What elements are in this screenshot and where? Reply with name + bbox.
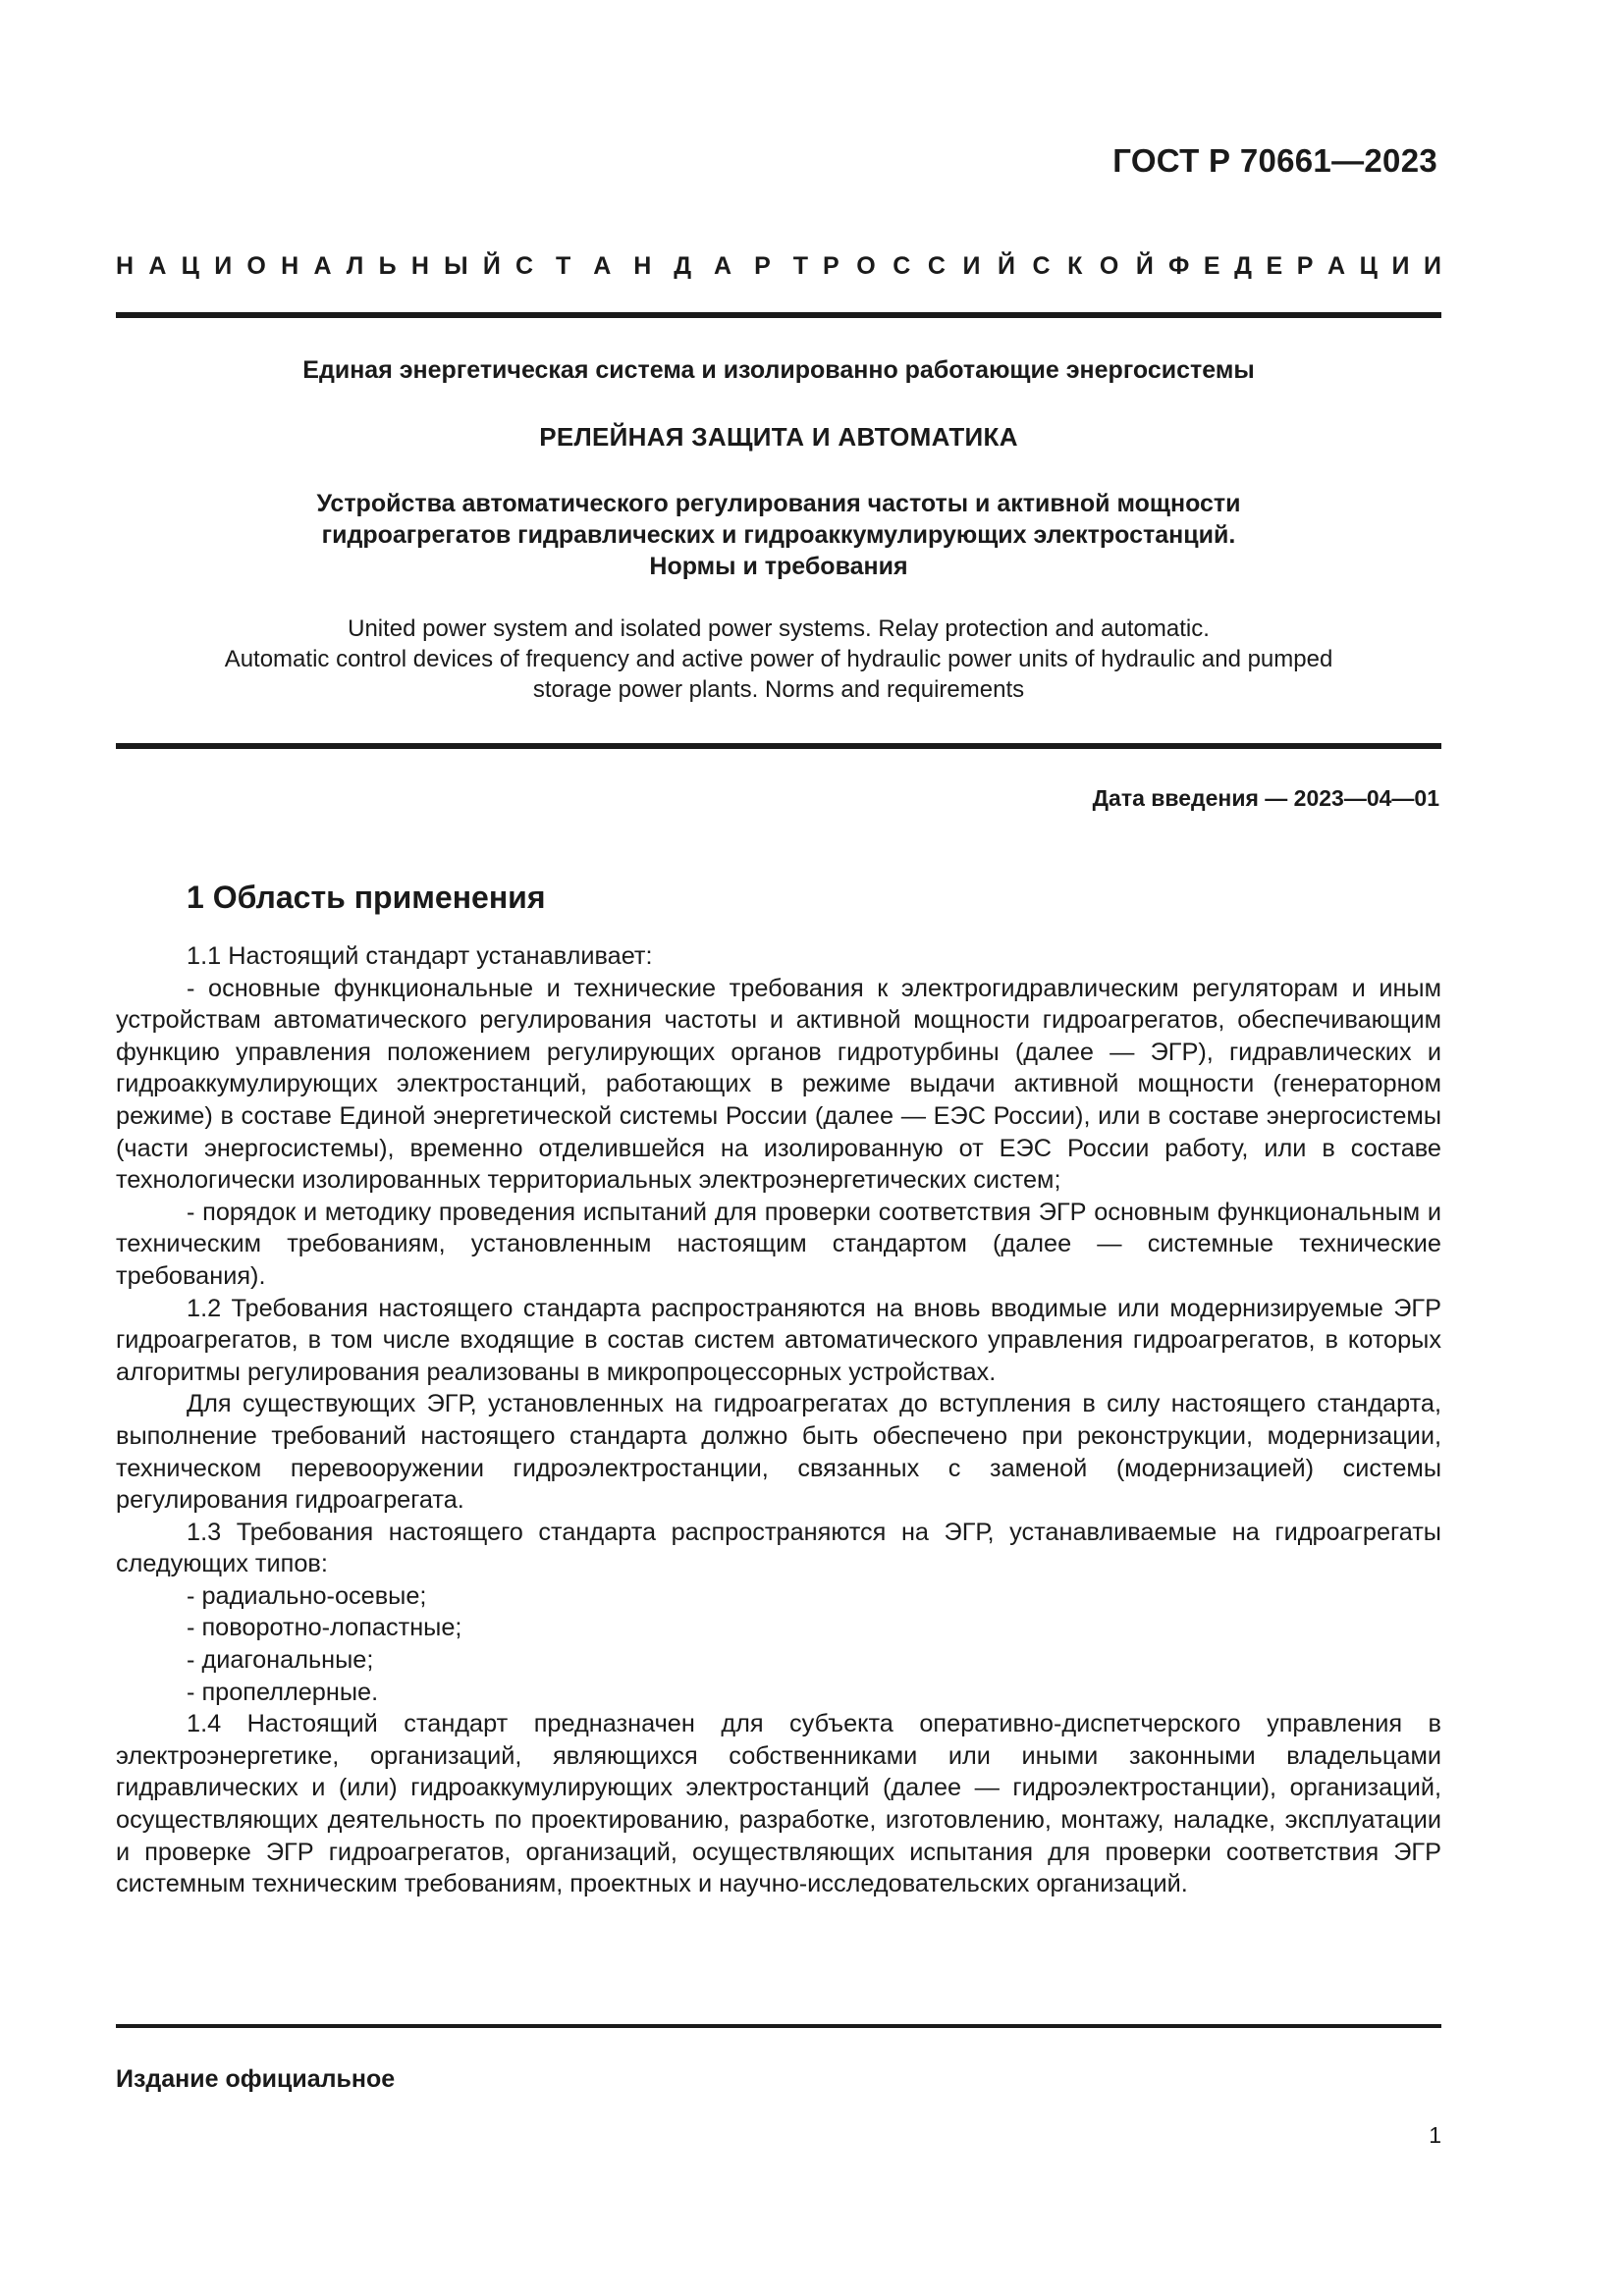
heading-letter: С bbox=[515, 252, 534, 280]
heading-letter: Ф bbox=[1168, 252, 1190, 280]
heading-letter: С bbox=[1032, 252, 1051, 280]
heading-letter: Й bbox=[482, 252, 501, 280]
paragraph: 1.1 Настоящий стандарт устанавливает: bbox=[187, 942, 653, 970]
heading-letter: Ц bbox=[1359, 252, 1378, 280]
heading-letter: А bbox=[148, 252, 167, 280]
heading-letter: Й bbox=[1135, 252, 1154, 280]
title-divider bbox=[116, 743, 1441, 749]
introduction-date: Дата введения — 2023—04—01 bbox=[1092, 785, 1439, 811]
official-edition-label: Издание официальное bbox=[116, 2065, 396, 2093]
heading-letter: Н bbox=[116, 252, 135, 280]
heading-letter: О bbox=[1099, 252, 1119, 280]
heading-letter: Д bbox=[674, 252, 692, 280]
english-title-line-1: United power system and isolated power systems. Relay protection and automatic. bbox=[348, 615, 1210, 642]
paragraph: - основные функциональные и технические требования к электрогидравлическим регуляторам и иным устройствам автоматического регулирования частоты и активной мощности гидроагрегатов, обеспечивающим функцию управления положением регулирующих органов гидротурбины (далее — ЭГР), гидравлических и гидроаккумулирующих электростанций, работающих в режиме выдачи активной мощности (генераторном режиме) в составе Единой энергетической системы России (далее — ЕЭС России), или в составе энергосистемы (части энергосистемы), временно отделившейся на изолированную от ЕЭС России работу, или в составе технологически изолированных территориальных электроэнергетических систем; bbox=[116, 974, 1441, 1195]
heading-letter: Н bbox=[633, 252, 652, 280]
heading-letter: Л bbox=[346, 252, 364, 280]
document-title-line-3: Нормы и требования bbox=[649, 553, 908, 580]
heading-letter: А bbox=[313, 252, 332, 280]
paragraph: 1.4 Настоящий стандарт предназначен для субъекта оперативно-диспетчерского управления в электроэнергетике, организаций, являющихся собственниками или иными законными владельцами гидравлических и (или) гидроаккумулирующих электростанций (далее — гидроэлектростанции), организаций, осуществляющих деятельность по проектированию, разработке, изготовлению, монтажу, наладке, эксплуатации и проверке ЭГР гидроагрегатов, организаций, осуществляющих испытания для проверки соответствия ЭГР системным техническим требованиям, проектных и научно-исследовательских организаций. bbox=[116, 1710, 1441, 1898]
document-title-line-1: Устройства автоматического регулирования частоты и активной мощности bbox=[316, 490, 1241, 517]
heading-letter: А bbox=[593, 252, 612, 280]
heading-letter: И bbox=[214, 252, 233, 280]
heading-letter: С bbox=[893, 252, 911, 280]
heading-letter: Р bbox=[823, 252, 839, 280]
heading-letter: Ь bbox=[378, 252, 397, 280]
heading-letter: Д bbox=[1234, 252, 1252, 280]
list-item: - радиально-осевые; bbox=[187, 1581, 427, 1610]
heading-letter: О bbox=[856, 252, 876, 280]
heading-letter: Й bbox=[997, 252, 1015, 280]
heading-letter: Н bbox=[410, 252, 429, 280]
national-standard-heading bbox=[116, 252, 1441, 281]
section-title: 1 Область применения bbox=[187, 880, 546, 915]
paragraph: Для существующих ЭГР, установленных на гидроагрегатах до вступления в силу настоящего стандарта, выполнение требований настоящего стандарта должно быть обеспечено при реконструкции, модернизации, техническом перевооружении гидроэлектростанции, связанных с заменой (модернизацией) системы регулирования гидроагрегата. bbox=[116, 1390, 1441, 1515]
english-title-line-3: storage power plants. Norms and requirements bbox=[532, 676, 1025, 703]
english-title-line-2: Automatic control devices of frequency and active power of hydraulic power units of hydraulic and pumped bbox=[224, 646, 1333, 672]
heading-letter: К bbox=[1067, 252, 1083, 280]
heading-letter: И bbox=[1391, 252, 1410, 280]
footer-divider bbox=[116, 2024, 1441, 2028]
english-title bbox=[116, 614, 1441, 705]
heading-letter: Т bbox=[556, 252, 571, 280]
paragraph: 1.2 Требования настоящего стандарта распространяются на вновь вводимые или модернизируемые ЭГР гидроагрегатов, в том числе входящие в состав систем автоматического управления гидроагрегатов, в которых алгоритмы регулирования реализованы в микропроцессорных устройствах. bbox=[116, 1294, 1441, 1386]
heading-letter: О bbox=[246, 252, 266, 280]
paragraph: - порядок и методику проведения испытаний для проверки соответствия ЭГР основным функциональным и техническим требованиям, установленным настоящим стандартом (далее — системные технические требования). bbox=[116, 1198, 1441, 1290]
list-item: - поворотно-лопастные; bbox=[187, 1614, 462, 1642]
page-number: 1 bbox=[1429, 2122, 1441, 2148]
heading-letter: Ы bbox=[444, 252, 468, 280]
heading-letter: А bbox=[714, 252, 732, 280]
section-body bbox=[116, 940, 1441, 1900]
heading-letter: А bbox=[1327, 252, 1346, 280]
topic-title: РЕЛЕЙНАЯ ЗАЩИТА И АВТОМАТИКА bbox=[539, 422, 1018, 452]
system-title: Единая энергетическая система и изолированно работающие энергосистемы bbox=[302, 356, 1255, 384]
heading-letter: И bbox=[1424, 252, 1441, 280]
national-word-2 bbox=[515, 252, 808, 281]
standard-code: ГОСТ Р 70661—2023 bbox=[1112, 142, 1437, 179]
heading-letter: Ц bbox=[181, 252, 199, 280]
paragraph: 1.3 Требования настоящего стандарта распространяются на ЭГР, устанавливаемые на гидроагрегаты следующих типов: bbox=[116, 1518, 1441, 1578]
heading-letter: Е bbox=[1266, 252, 1283, 280]
heading-letter: С bbox=[927, 252, 946, 280]
heading-letter: Р bbox=[754, 252, 771, 280]
national-word-3 bbox=[823, 252, 1154, 281]
list-item: - диагональные; bbox=[187, 1646, 374, 1675]
heading-letter: Р bbox=[1296, 252, 1314, 280]
top-divider bbox=[116, 312, 1441, 318]
heading-letter: Е bbox=[1203, 252, 1220, 280]
list-item: - пропеллерные. bbox=[187, 1678, 379, 1706]
document-title-line-2: гидроагрегатов гидравлических и гидроаккумулирующих электростанций. bbox=[321, 521, 1236, 549]
national-word-4 bbox=[1168, 252, 1441, 281]
document-title bbox=[116, 488, 1441, 582]
national-word-1 bbox=[116, 252, 501, 281]
heading-letter: Н bbox=[281, 252, 299, 280]
heading-letter: И bbox=[962, 252, 981, 280]
heading-letter: Т bbox=[792, 252, 808, 280]
